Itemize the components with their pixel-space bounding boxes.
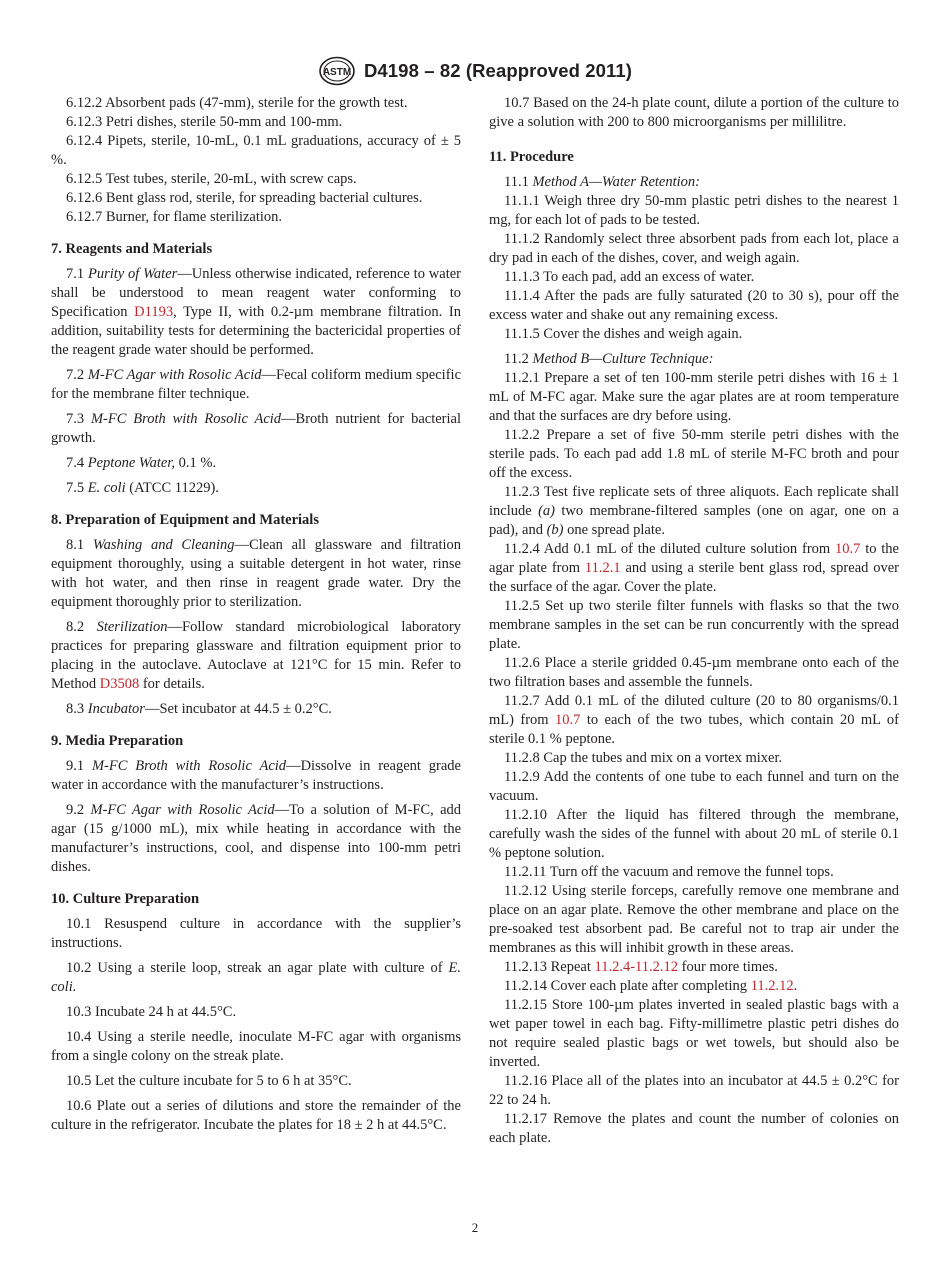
para-11-2: 11.2 Method B—Culture Technique:	[504, 351, 714, 367]
para-11-1-2: 11.1.2 Randomly select three absorbent pads from each lot, place a dry pad in each of the dishes, cover, and weigh again.	[489, 231, 899, 266]
para-6-12-5: 6.12.5 Test tubes, sterile, 20-mL, with screw caps.	[66, 171, 357, 187]
para-11-2-7: 11.2.7 Add 0.1 mL of the diluted culture (20 to 80 organisms/0.1 mL) from 10.7 to each of the two tubes, which contain 20 mL of sterile 0.1 % peptone.	[489, 693, 899, 747]
para-11-1-3: 11.1.3 To each pad, add an excess of water.	[504, 269, 755, 285]
para-11-2-3: 11.2.3 Test five replicate sets of three aliquots. Each replicate shall include (a) two membrane-filtered samples (one on agar, one on a pad), and (b) one spread plate.	[489, 484, 899, 538]
para-11-2-6: 11.2.6 Place a sterile gridded 0.45-µm membrane onto each of the two filtration bases and assemble the funnels.	[489, 655, 899, 690]
para-7-1: 7.1 Purity of Water—Unless otherwise indicated, reference to water shall be understood to mean reagent water conforming to Specification D1193, Type II, with 0.2-µm membrane filtration. In addition, suitability tests for determining the bactericidal properties of the reagent grade water should be performed.	[51, 266, 461, 358]
section-9-heading: 9. Media Preparation	[51, 733, 184, 749]
para-10-6: 10.6 Plate out a series of dilutions and store the remainder of the culture in the refrigerator. Incubate the plates for 18 ± 2 h at 44.5°C.	[51, 1098, 461, 1133]
para-11-2-8: 11.2.8 Cap the tubes and mix on a vortex mixer.	[504, 750, 783, 766]
para-11-2-12: 11.2.12 Using sterile forceps, carefully remove one membrane and place on an agar plate. Remove the other membrane and place on the pre-soaked test absorbent pad. Be careful not to trap air under the membranes as this will inhibit growth in these areas.	[489, 883, 899, 956]
para-7-4: 7.4 Peptone Water, 0.1 %.	[66, 455, 217, 471]
para-9-1: 9.1 M-FC Broth with Rosolic Acid—Dissolve in reagent grade water in accordance with the manufacturer’s instructions.	[51, 758, 461, 793]
para-11-2-11: 11.2.11 Turn off the vacuum and remove the funnel tops.	[504, 864, 834, 880]
para-6-12-4: 6.12.4 Pipets, sterile, 10-mL, 0.1 mL graduations, accuracy of ± 5 %.	[51, 133, 461, 168]
para-7-5: 7.5 E. coli (ATCC 11229).	[66, 480, 219, 496]
section-7-heading: 7. Reagents and Materials	[51, 241, 213, 257]
section-8-heading: 8. Preparation of Equipment and Materials	[51, 512, 319, 528]
para-11-2-13: 11.2.13 Repeat 11.2.4-11.2.12 four more times.	[504, 959, 778, 975]
para-7-2: 7.2 M-FC Agar with Rosolic Acid—Fecal coliform medium specific for the membrane filter technique.	[51, 367, 462, 402]
para-6-12-2: 6.12.2 Absorbent pads (47-mm), sterile for the growth test.	[66, 95, 408, 111]
link-d1193[interactable]: D1193	[134, 304, 174, 320]
link-11-2-12[interactable]: 11.2.12	[750, 978, 794, 994]
section-10-heading: 10. Culture Preparation	[51, 891, 200, 907]
link-11-2-4-11-2-12[interactable]: 11.2.4-11.2.12	[594, 959, 678, 975]
para-10-4: 10.4 Using a sterile needle, inoculate M-FC agar with organisms from a single colony on the streak plate.	[51, 1029, 461, 1064]
para-11-1-4: 11.1.4 After the pads are fully saturated (20 to 30 s), pour off the excess water and shake out any remaining excess.	[489, 288, 899, 323]
link-11-2-1[interactable]: 11.2.1	[584, 560, 621, 576]
logo-text: ASTM	[322, 67, 352, 78]
document-title: D4198 – 82 (Reapproved 2011)	[363, 60, 633, 81]
section-11-heading: 11. Procedure	[489, 149, 574, 165]
para-8-2: 8.2 Sterilization—Follow standard microbiological laboratory practices for preparing glassware and filtration equipment prior to placing in the autoclave. Autoclave at 121°C for 15 min. Refer to Method D3508 for details.	[51, 619, 462, 692]
para-11-2-17: 11.2.17 Remove the plates and count the number of colonies on each plate.	[489, 1111, 899, 1146]
para-10-7: 10.7 Based on the 24-h plate count, dilute a portion of the culture to give a solution with 200 to 800 microorganisms per millilitre.	[489, 95, 899, 130]
para-11-2-16: 11.2.16 Place all of the plates into an incubator at 44.5 ± 0.2°C for 22 to 24 h.	[489, 1073, 899, 1108]
para-11-2-14: 11.2.14 Cover each plate after completing 11.2.12.	[504, 978, 798, 994]
para-6-12-6: 6.12.6 Bent glass rod, sterile, for spreading bacterial cultures.	[66, 190, 423, 206]
para-11-2-9: 11.2.9 Add the contents of one tube to each funnel and turn on the vacuum.	[489, 769, 899, 804]
para-11-2-4: 11.2.4 Add 0.1 mL of the diluted culture solution from 10.7 to the agar plate from 11.2.1 and using a sterile bent glass rod, spread over the surface of the agar. Cover the plate.	[489, 541, 899, 595]
right-column	[489, 94, 899, 1148]
para-11-2-2: 11.2.2 Prepare a set of five 50-mm sterile petri dishes with the sterile pads. To each pad add 1.8 mL of sterile M-FC broth and pour off the excess.	[489, 427, 899, 481]
para-11-1-1: 11.1.1 Weigh three dry 50-mm plastic petri dishes to the nearest 1 mg, for each lot of pads to be tested.	[489, 193, 899, 228]
page-header	[0, 56, 950, 86]
para-11-2-5: 11.2.5 Set up two sterile filter funnels with flasks so that the two membrane samples in the set can be run concurrently with the spread plate.	[489, 598, 899, 652]
para-11-1-5: 11.1.5 Cover the dishes and weigh again.	[504, 326, 743, 342]
page-number: 2	[471, 1220, 479, 1235]
para-8-1: 8.1 Washing and Cleaning—Clean all glassware and filtration equipment thoroughly, using a suitable detergent in hot water, rinse with hot water, and then rinse in reagent grade water. Dry the equipment thoroughly prior to sterilization.	[51, 537, 461, 610]
link-d3508[interactable]: D3508	[99, 676, 140, 692]
para-6-12-7: 6.12.7 Burner, for flame sterilization.	[66, 209, 283, 225]
para-11-1: 11.1 Method A—Water Retention:	[504, 174, 700, 190]
para-11-2-10: 11.2.10 After the liquid has filtered through the membrane, carefully wash the sides of the funnel with about 20 mL of sterile 0.1 % peptone solution.	[489, 807, 899, 861]
para-10-5: 10.5 Let the culture incubate for 5 to 6 h at 35°C.	[66, 1073, 352, 1089]
para-11-2-1: 11.2.1 Prepare a set of ten 100-mm sterile petri dishes with 16 ± 1 mL of M-FC agar. Make sure the agar plates are at room temperature and that the surfaces are dry before using.	[489, 370, 899, 424]
para-9-2: 9.2 M-FC Agar with Rosolic Acid—To a solution of M-FC, add agar (15 g/1000 mL), mix while heating in accordance with the manufacturer’s instructions, cool, and dispense into 100-mm petri dishes.	[51, 802, 462, 875]
left-column	[51, 94, 461, 1135]
para-10-3: 10.3 Incubate 24 h at 44.5°C.	[66, 1004, 237, 1020]
para-8-3: 8.3 Incubator—Set incubator at 44.5 ± 0.2°C.	[66, 701, 332, 717]
link-10-7-b[interactable]: 10.7	[555, 712, 581, 728]
astm-logo-icon	[318, 56, 356, 86]
para-11-2-15: 11.2.15 Store 100-µm plates inverted in sealed plastic bags with a wet paper towel in each bag. Fifty-millimetre plastic petri dishes do not require sealed plastic bags or wet towels, but should also be inverted.	[489, 997, 899, 1070]
para-10-1: 10.1 Resuspend culture in accordance with the supplier’s instructions.	[51, 916, 461, 951]
para-6-12-3: 6.12.3 Petri dishes, sterile 50-mm and 100-mm.	[66, 114, 343, 130]
para-10-2: 10.2 Using a sterile loop, streak an agar plate with culture of E. coli.	[51, 960, 461, 995]
para-7-3: 7.3 M-FC Broth with Rosolic Acid—Broth nutrient for bacterial growth.	[51, 411, 461, 446]
link-10-7[interactable]: 10.7	[835, 541, 861, 557]
